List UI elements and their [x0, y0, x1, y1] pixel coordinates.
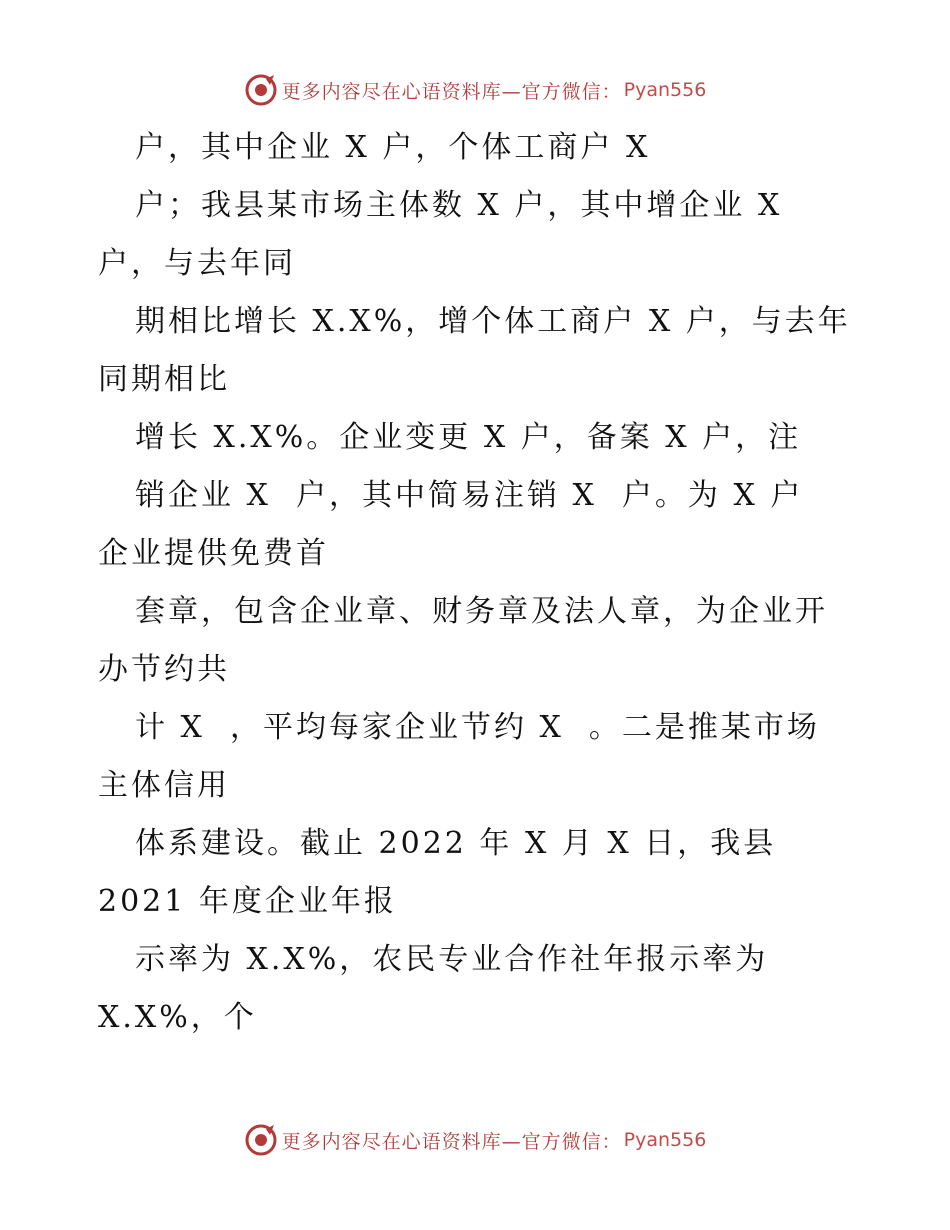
watermark-banner-top — [0, 70, 950, 110]
brand-logo-icon — [244, 1123, 278, 1157]
text-line: 同期相比 — [98, 362, 230, 397]
text-line: 户，与去年同 — [98, 246, 296, 281]
watermark-text: 更多内容尽在心语资料库—官方微信： — [281, 1130, 622, 1153]
text-line: 2021 年度企业年报 — [98, 884, 397, 919]
text-line: 销企业 X 户，其中简易注销 X 户。为 X 户 — [135, 478, 804, 513]
watermark-text: 更多内容尽在心语资料库—官方微信： — [281, 80, 622, 103]
text-line: 套章，包含企业章、财务章及法人章，为企业开 — [135, 594, 828, 629]
text-line: 企业提供免费首 — [98, 536, 329, 571]
text-line: 户；我县某市场主体数 X 户，其中增企业 X — [135, 188, 783, 223]
text-line: 示率为 X.X%，农民专业合作社年报示率为 — [135, 942, 769, 977]
text-line: 户，其中企业 X 户，个体工商户 X — [135, 130, 651, 165]
text-line: 体系建设。截止 2022 年 X 月 X 日，我县 — [135, 826, 777, 861]
watermark-wechat-id: Pyan556 — [623, 79, 707, 101]
watermark-wechat-id: Pyan556 — [623, 1129, 707, 1151]
text-line: 计 X ，平均每家企业节约 X 。二是推某市场 — [135, 710, 820, 745]
text-line: 办节约共 — [98, 652, 230, 687]
watermark-banner-bottom — [0, 1120, 950, 1160]
brand-logo-icon — [244, 73, 278, 107]
text-line: 期相比增长 X.X%，增个体工商户 X 户，与去年 — [135, 304, 851, 339]
text-line: 主体信用 — [98, 768, 230, 803]
text-line: 增长 X.X%。企业变更 X 户，备案 X 户，注 — [135, 420, 802, 455]
text-line: X.X%，个 — [98, 1000, 257, 1035]
